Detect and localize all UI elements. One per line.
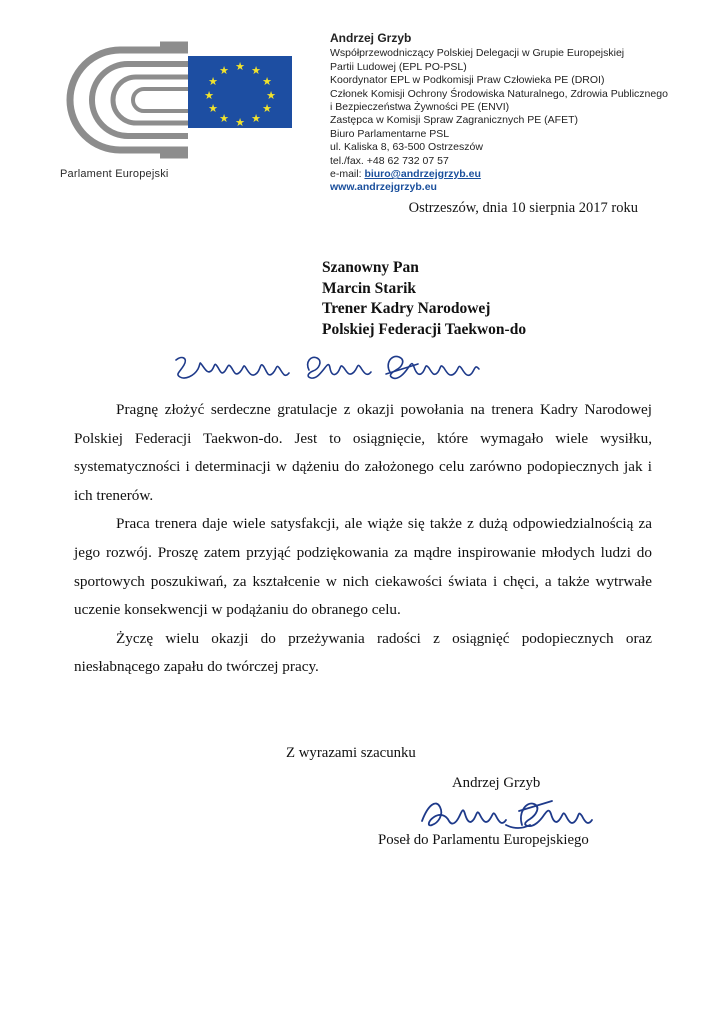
- svg-text:★: ★: [262, 102, 272, 115]
- logo-caption: Parlament Europejski: [60, 168, 169, 180]
- contact-line: Partii Ludowej (EPL PO-PSL): [330, 60, 467, 73]
- signature-stroke-icon: [418, 795, 618, 837]
- svg-text:★: ★: [208, 75, 218, 88]
- valediction: Z wyrazami szacunku: [286, 745, 416, 761]
- contact-name: Andrzej Grzyb: [330, 31, 412, 45]
- handwriting-stroke-icon: [172, 352, 502, 386]
- body-paragraph: Życzę wielu okazji do przeżywania radości z osiągnięć podopiecznych oraz niesłabnącego zapału do twórczej pracy.: [74, 629, 652, 676]
- svg-text:★: ★: [251, 64, 261, 77]
- contact-line: Koordynator EPL w Podkomisji Praw Człowieka PE (DROI): [330, 74, 605, 87]
- signer-title: Poseł do Parlamentu Europejskiego: [378, 832, 589, 848]
- website-link[interactable]: www.andrzejgrzyb.eu: [330, 181, 437, 194]
- svg-text:★: ★: [251, 112, 261, 125]
- body-paragraph: Pragnę złożyć serdeczne gratulacje z okazji powołania na trenera Kadry Narodowej Polskiej Federacji Taekwon-do. Jest to osiągnięcie, które wymagało wiele wysiłku, systematyczności i determinacji w dążeniu do założonego celu zarówno podopiecznych jak i ich trenerów.: [74, 401, 652, 504]
- signer-name: Andrzej Grzyb: [452, 775, 541, 791]
- contact-line: Biuro Parlamentarne PSL: [330, 127, 450, 140]
- contact-line: Współprzewodniczący Polskiej Delegacji w Grupie Europejskiej: [330, 47, 625, 60]
- date-line: Ostrzeszów, dnia 10 sierpnia 2017 roku: [408, 200, 638, 216]
- eu-flag-icon: [188, 56, 292, 128]
- email-link[interactable]: biuro@andrzejgrzyb.eu: [364, 168, 481, 181]
- svg-text:★: ★: [235, 116, 245, 128]
- handwritten-signature: [418, 795, 618, 837]
- letterhead: [0, 22, 724, 202]
- svg-text:★: ★: [262, 75, 272, 88]
- svg-text:★: ★: [208, 102, 218, 115]
- european-parliament-logo: [60, 40, 292, 160]
- svg-text:★: ★: [204, 89, 214, 102]
- addressee-line: Trener Kadry Narodowej: [322, 300, 491, 317]
- addressee-line: Marcin Starik: [322, 279, 416, 297]
- addressee-block: [322, 258, 526, 340]
- svg-text:★: ★: [219, 112, 229, 125]
- contact-line: tel./fax. +48 62 732 07 57: [330, 154, 449, 167]
- addressee-line: Polskiej Federacji Taekwon-do: [322, 320, 527, 338]
- svg-text:★: ★: [219, 64, 229, 77]
- email-label: e-mail:: [330, 168, 362, 181]
- svg-text:★: ★: [266, 89, 276, 102]
- contact-details: [330, 32, 710, 195]
- handwritten-salutation: [172, 352, 502, 386]
- contact-line: i Bezpieczeństwa Żywności PE (ENVI): [330, 101, 510, 114]
- logo-block: [60, 40, 310, 200]
- letter-body: [74, 396, 652, 682]
- hemicycle-arcs-icon: [60, 40, 200, 160]
- body-paragraph: Praca trenera daje wiele satysfakcji, ale wiąże się także z dużą odpowiedzialnością za jego rozwój. Proszę zatem przyjąć podziękowania za mądre inspirowanie młodych ludzi do sportowych poszukiwań, za kształcenie w nich ciekawości świata i chęci, a także wytrwałe uczenie konsekwencji w podążaniu do obranego celu.: [74, 515, 652, 619]
- contact-line: Członek Komisji Ochrony Środowiska Naturalnego, Zdrowia Publicznego: [330, 87, 668, 100]
- svg-text:★: ★: [235, 60, 245, 73]
- contact-email-line: [330, 168, 710, 181]
- addressee-line: Szanowny Pan: [322, 259, 419, 276]
- contact-line: Zastępca w Komisji Spraw Zagranicznych PE (AFET): [330, 114, 578, 127]
- contact-line: ul. Kaliska 8, 63-500 Ostrzeszów: [330, 141, 483, 154]
